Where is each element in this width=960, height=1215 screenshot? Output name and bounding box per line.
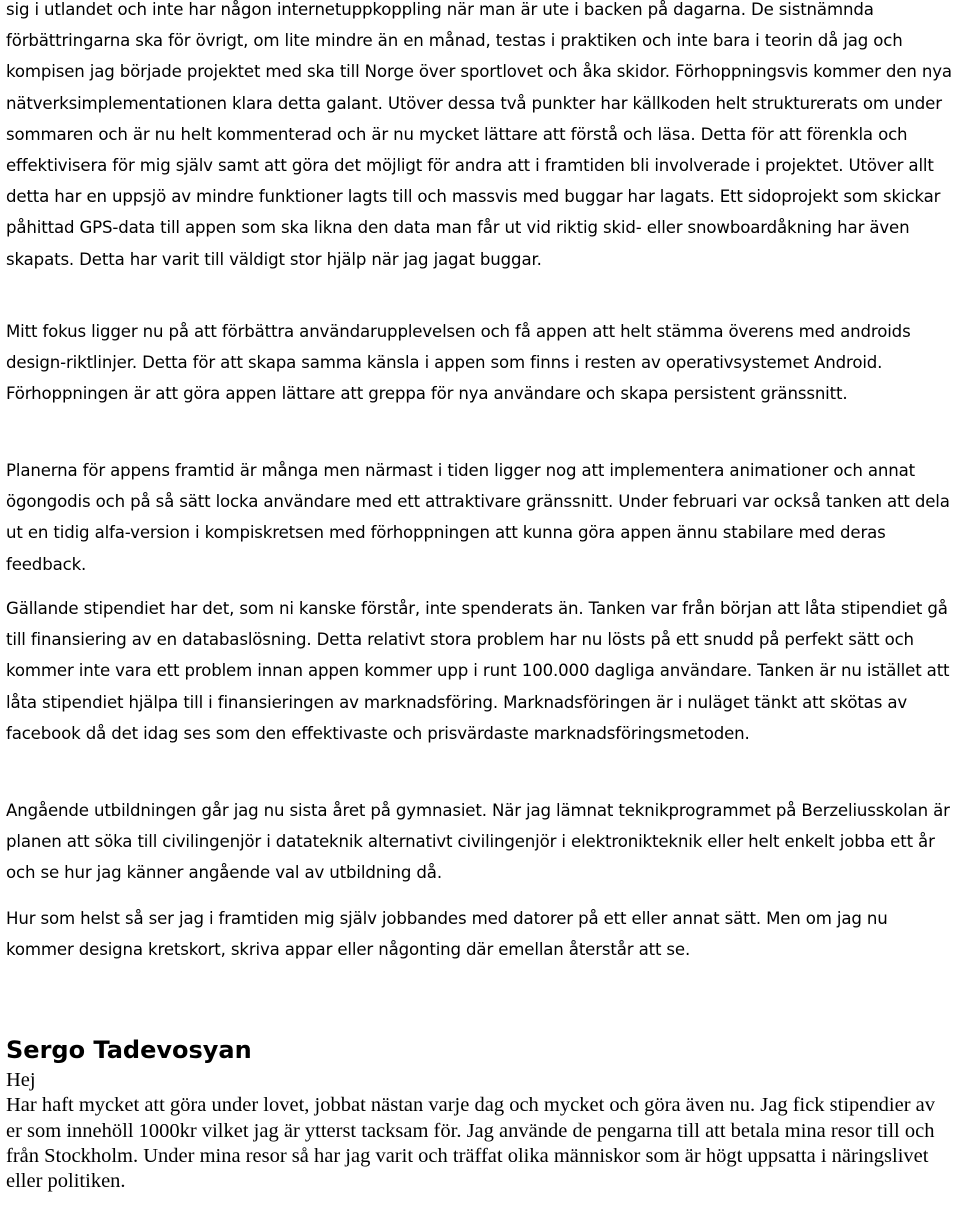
paragraph-education: Angående utbildningen går jag nu sista året på gymnasiet. När jag lämnat teknikprogrammet på Berzeliusskolan är planen att söka till civilingenjör i datateknik alternativt civilingenjör i elektronikteknik eller helt enkelt jobba ett år och se hur jag känner angående val av utbildning då. — [6, 801, 950, 883]
paragraph-future-plans: Planerna för appens framtid är många men närmast i tiden ligger nog att implementera animationer och annat ögongodis och på så sätt locka användare med ett attraktivare gränssnitt. Under februari var också tanken att dela ut en tidig alfa-version i kompiskretsen med förhoppningen att kunna göra appen ännu stabilare med deras feedback. — [6, 461, 950, 574]
paragraph-project-progress: sig i utlandet och inte har någon internetuppkoppling när man är ute i backen på dagarna. De sistnämnda förbättringarna ska för övrigt, om lite mindre än en månad, testas i praktiken och inte bara i teorin då jag och kompisen jag började projektet med ska till Norge över sportlovet och åka skidor. Förhoppningsvis kommer den nya nätverksimplementationen klara detta galant. Utöver dessa två punkter har källkoden helt strukturerats om under sommaren och är nu helt kommenterad och är nu mycket lättare att förstå och läsa. Detta för att förenkla och effektivisera för mig själv samt att göra det möjligt för andra att i framtiden bli involverade i projektet. Utöver allt detta har en uppsjö av mindre funktioner lagts till och massvis med buggar har lagats. Ett sidoprojekt som skickar påhittad GPS-data till appen som ska likna den data man får ut vid riktig skid- eller snowboardåkning har även skapats. Detta har varit till väldigt stor hjälp när jag jagat buggar. — [6, 0, 952, 269]
paragraph-user-experience: Mitt fokus ligger nu på att förbättra användarupplevelsen och få appen att helt stämma överens med androids design-riktlinjer. Detta för att skapa samma känsla i appen som finns i resten av operativsystemet Android. Förhoppningen är att göra appen lättare att greppa för nya användare och skapa persistent gränssnitt. — [6, 322, 911, 404]
paragraph-scholarship: Gällande stipendiet har det, som ni kanske förstår, inte spenderats än. Tanken var från början att låta stipendiet gå till finansiering av en databaslösning. Detta relativt stora problem har nu lösts på ett snudd på perfekt sätt och kommer inte vara ett problem innan appen kommer upp i runt 100.000 dagliga användare. Tanken är nu istället att låta stipendiet hjälpa till i finansieringen av marknadsföring. Marknadsföringen är i nuläget tänkt att skötas av facebook då det idag ses som den effektivaste och prisvärdaste marknadsföringsmetoden. — [6, 599, 950, 743]
paragraph-career: Hur som helst så ser jag i framtiden mig själv jobbandes med datorer på ett eller annat sätt. Men om jag nu kommer designa kretskort, skriva appar eller någonting där emellan återstår att se. — [6, 909, 888, 960]
author-heading: Sergo Tadevosyan — [6, 1036, 252, 1064]
letter-body: Har haft mycket att göra under lovet, jobbat nästan varje dag och mycket och göra även nu. Jag fick stipendier av er som innehöll 1000kr vilket jag är ytterst tacksam för. Jag använde de pengarna till att betala mina resor till och från Stockholm. Under mina resor så har jag varit och träffat olika människor som är högt uppsatta i näringslivet eller politiken. — [6, 1094, 935, 1193]
letter-greeting: Hej — [6, 1069, 36, 1091]
letter-block — [6, 1068, 952, 1194]
